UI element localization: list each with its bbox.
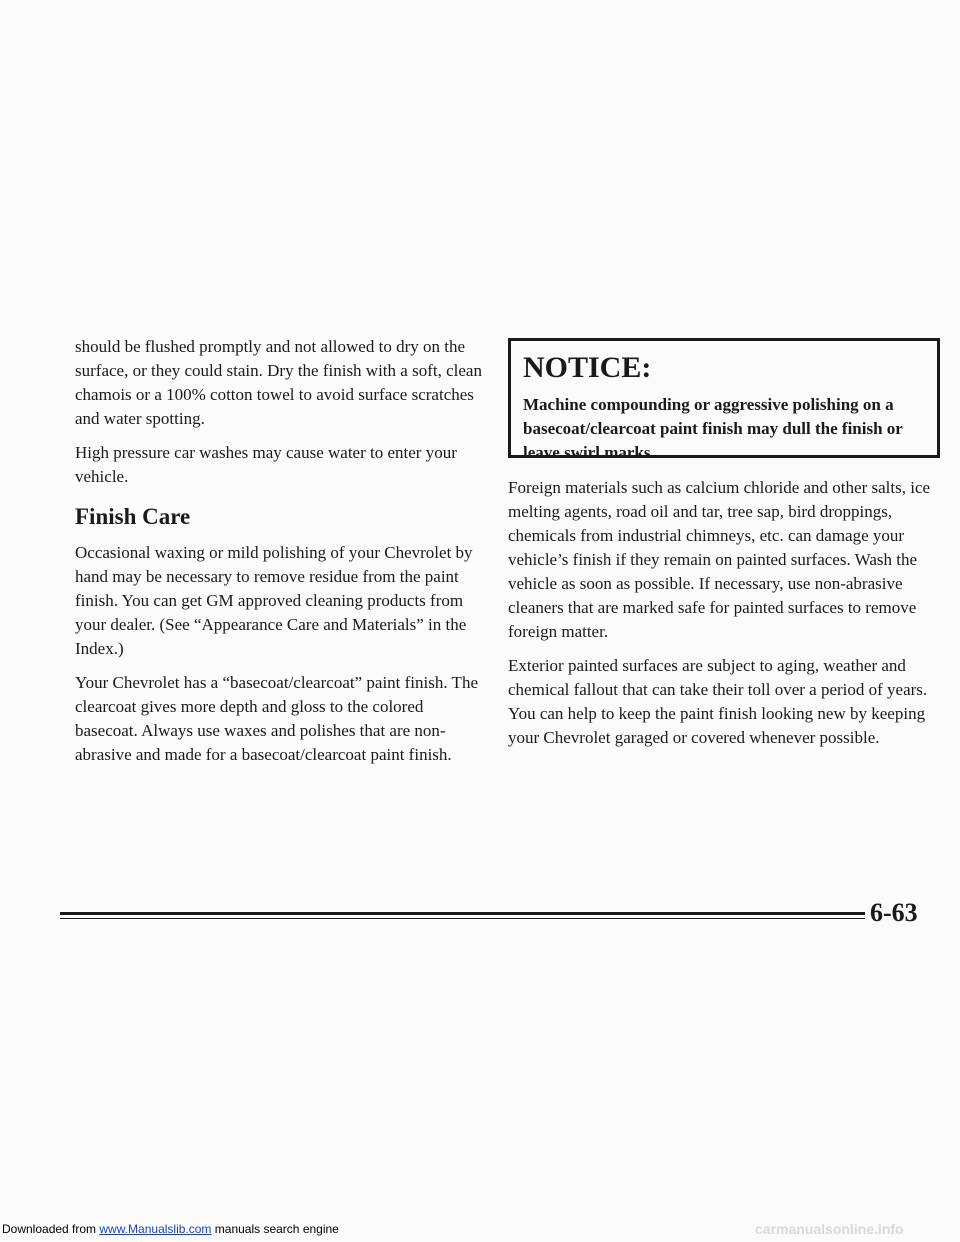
paragraph-exterior-surfaces: Exterior painted surfaces are subject to aging, weather and chemical fallout that can take their toll over a period of years. You can help to keep the paint finish looking new by keeping your Chevrolet garaged or covered whenever possible. [508,656,928,747]
footer-rule [60,912,865,920]
download-prefix: Downloaded from [2,1222,100,1236]
footer-rule-thick [60,912,865,915]
download-banner [2,1222,339,1236]
paragraph-basecoat: Your Chevrolet has a “basecoat/clearcoat” paint finish. The clearcoat gives more depth and gloss to the colored basecoat. Always use waxes and polishes that are non-abrasive and made for a basecoat/clearcoat paint finish. [75,673,478,764]
watermark: carmanualsonline.info [755,1221,904,1237]
notice-box [508,338,940,462]
left-column [75,335,487,777]
paragraph-flush-promptly: should be flushed promptly and not allowed to dry on the surface, or they could stain. Dry the finish with a soft, clean chamois or a 100% cotton towel to avoid surface scratches and water spotting. [75,337,482,428]
notice-text: Machine compounding or aggressive polishing on a basecoat/clearcoat paint finish may dull the finish or leave swirl marks. [523,395,903,462]
notice-title: NOTICE: [523,351,652,384]
paragraph-high-pressure: High pressure car washes may cause water to enter your vehicle. [75,443,457,486]
section-title-finish-care: Finish Care [75,504,191,529]
page-number: 6-63 [870,898,918,927]
manualslib-link[interactable]: www.Manualslib.com [99,1222,212,1236]
paragraph-foreign-materials: Foreign materials such as calcium chloride and other salts, ice melting agents, road oil and tar, tree sap, bird droppings, chemicals from industrial chimneys, etc. can damage your vehicle’s finish if they remain on painted surfaces. Wash the vehicle as soon as possible. If necessary, use non-abrasive cleaners that are marked safe for painted surfaces to remove foreign matter. [508,478,931,641]
footer-rule-thin [60,918,865,919]
right-column [508,338,940,760]
paragraph-waxing: Occasional waxing or mild polishing of your Chevrolet by hand may be necessary to remove residue from the paint finish. You can get GM approved cleaning products from your dealer. (See “Appearance Care and Materials” in the Index.) [75,543,473,658]
download-suffix: manuals search engine [211,1222,339,1236]
